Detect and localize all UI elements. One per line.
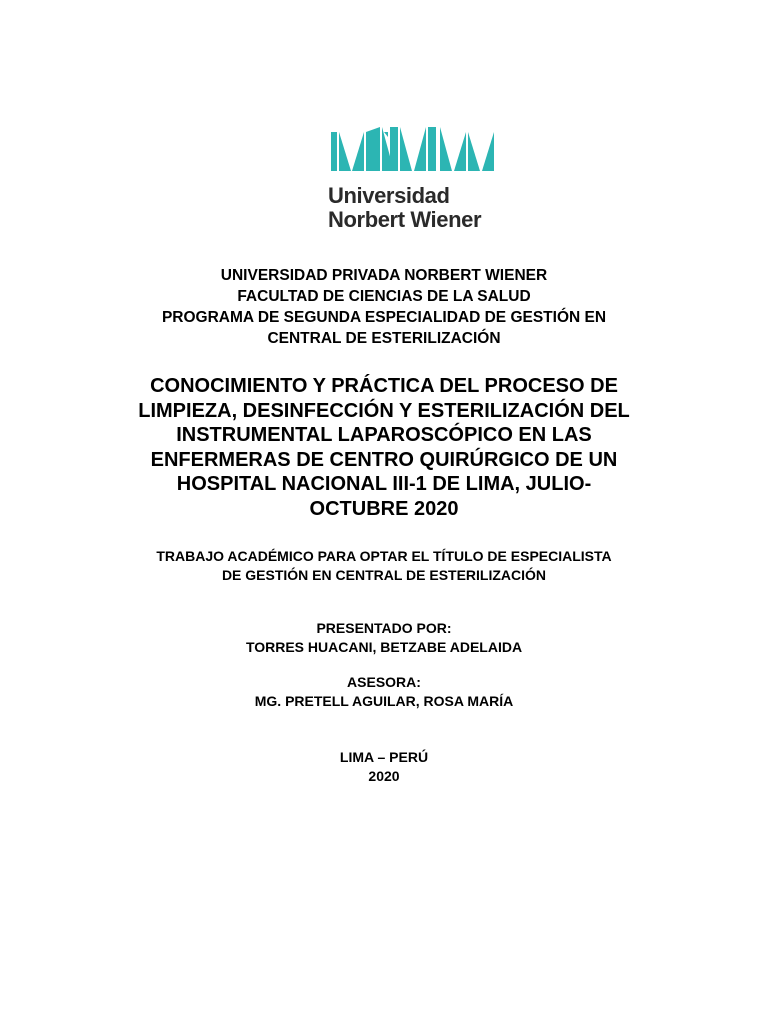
title-line5: HOSPITAL NACIONAL III-1 DE LIMA, JULIO-: [176, 473, 592, 495]
title-line4: ENFERMERAS DE CENTRO QUIRÚRGICO DE UN: [150, 448, 618, 471]
faculty-name: FACULTAD DE CIENCIAS DE LA SALUD: [237, 288, 531, 305]
program-name-line2: CENTRAL DE ESTERILIZACIÓN: [267, 330, 501, 347]
author-block: [0, 619, 768, 657]
title-line6: OCTUBRE 2020: [309, 497, 459, 520]
title-line2: LIMPIEZA, DESINFECCIÓN Y ESTERILIZACIÓN DEL: [138, 399, 630, 422]
author-label: PRESENTADO POR:: [316, 620, 452, 636]
advisor-name: MG. PRETELL AGUILAR, ROSA MARÍA: [254, 693, 514, 709]
title-line3: INSTRUMENTAL LAPAROSCÓPICO EN LAS: [176, 424, 592, 446]
logo-wordmark: [328, 184, 481, 232]
university-name: UNIVERSIDAD PRIVADA NORBERT WIENER: [220, 267, 548, 284]
university-logo: [328, 124, 498, 236]
place-date-block: [0, 748, 768, 786]
purpose-line1: TRABAJO ACADÉMICO PARA OPTAR EL TÍTULO DE ESPECIALISTA: [156, 548, 612, 564]
thesis-title: [0, 374, 768, 521]
degree-purpose: [0, 547, 768, 585]
advisor-label: ASESORA:: [347, 674, 421, 690]
advisor-block: [0, 673, 768, 711]
logo-book-mark-icon: [328, 124, 498, 180]
logo-name-line2: Norbert Wiener: [328, 207, 482, 232]
title-line1: CONOCIMIENTO Y PRÁCTICA DEL PROCESO DE: [150, 375, 618, 397]
program-name-line1: PROGRAMA DE SEGUNDA ESPECIALIDAD DE GESTIÓN EN: [161, 309, 607, 326]
institution-block: [0, 265, 768, 349]
purpose-line2: DE GESTIÓN EN CENTRAL DE ESTERILIZACIÓN: [221, 567, 547, 583]
year: 2020: [368, 768, 400, 784]
author-name: TORRES HUACANI, BETZABE ADELAIDA: [245, 639, 523, 655]
logo-name-line1: Universidad: [328, 183, 450, 208]
city-country: LIMA – PERÚ: [339, 749, 429, 765]
